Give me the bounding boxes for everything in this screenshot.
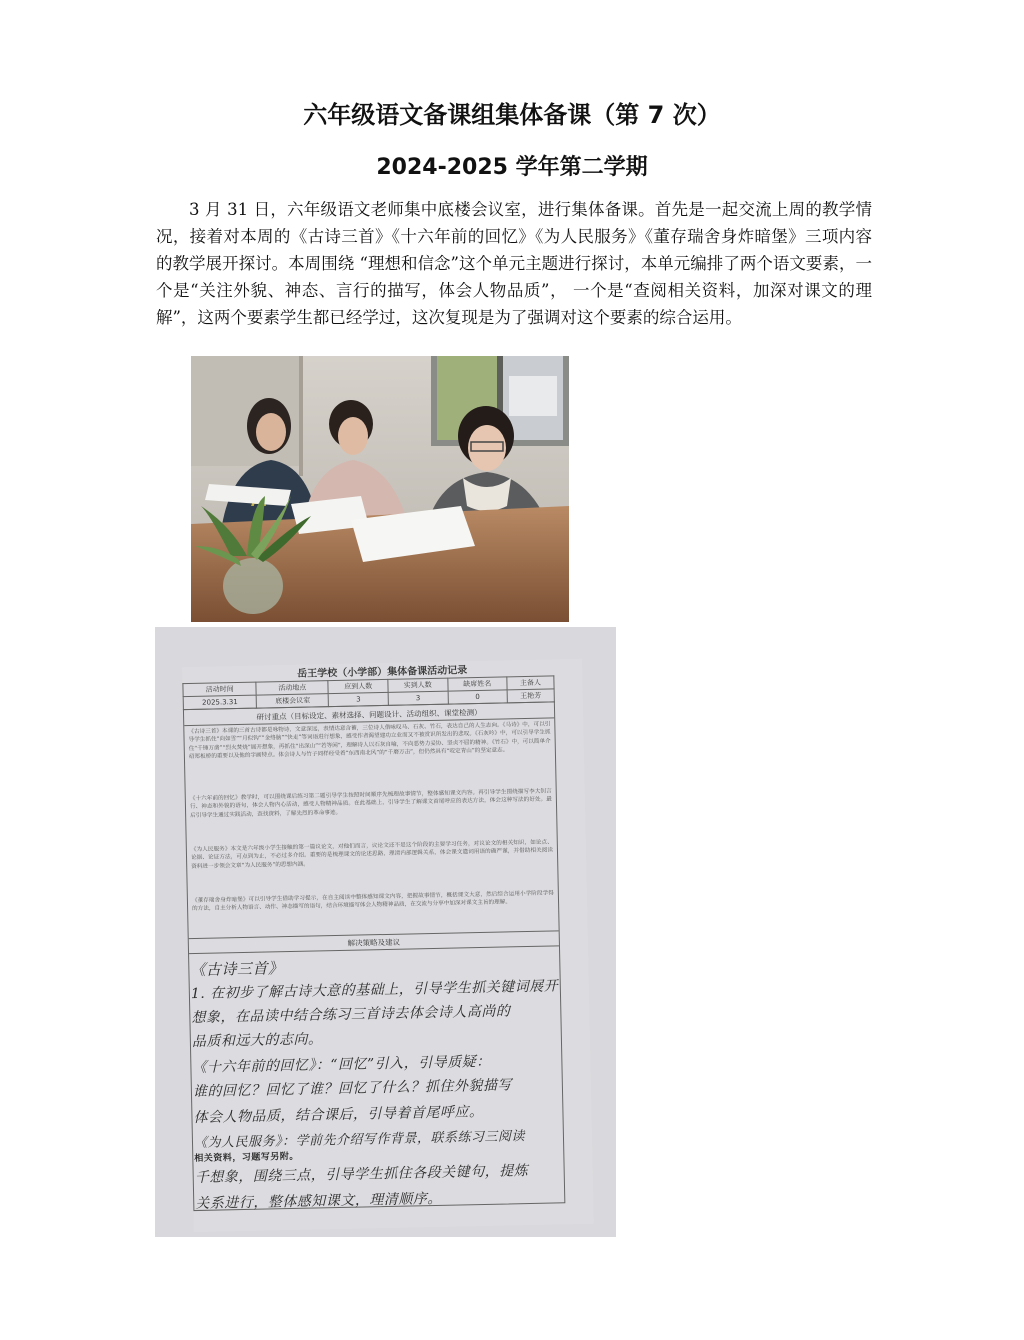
page-title: 六年级语文备课组集体备课（第 7 次） (303, 101, 721, 129)
handwritten-line: 《为人民服务》：学前先介绍写作背景，联系练习三阅读 (193, 1129, 526, 1152)
page-subtitle: 2024-2025 学年第二学期 (376, 155, 648, 180)
header-cell: 主备人 (507, 676, 554, 690)
handwritten-line: 《十六年前的回忆》：“回忆”引入，引导质疑： (192, 1053, 491, 1077)
value-cell: 底楼会议室 (256, 694, 328, 709)
intro-paragraph: 3 月 31 日，六年级语文老师集中底楼会议室，进行集体备课。首先是一起交流上周的教学情况，接着对本周的《古诗三首》《十六年前的回忆》《为人民服务》《董存瑞舍身炸暗堡》三项内容的教学展开探讨。本周围绕 “理想和信念”这个单元主题进行探讨，本单元编排了两个语文要素，一个是“关注外貌、神态、言行的描写，体会人物品质”， 一个是“查阅相关资料，加深对课文的理解”，这两个要素学生都已经学过，这次复现是为了强调对这个要素的综合运用。 (156, 200, 872, 327)
record-title: 岳王学校（小学部）集体备课活动记录 (297, 665, 468, 680)
header-cell: 缺席姓名 (447, 677, 507, 691)
value-cell: 0 (448, 690, 508, 704)
value-cell: 王艳芳 (507, 689, 554, 703)
section-heading-strategy: 解决策略及建议 (347, 937, 401, 948)
section-heading-discussion: 研讨重点（目标设定、素材选择、问题设计、活动组织、课堂检测） (256, 707, 482, 722)
handwritten-line: 千想象，围绕三点，引导学生抓住各段关键句，提炼 (194, 1163, 529, 1187)
scanned-record (155, 627, 616, 1237)
header-cell: 活动地点 (256, 681, 328, 696)
record-paragraph: 《古诗三首》本课的三首古诗都是咏物诗，文意深远，表情达意含蓄，三位诗人借咏叹马、石灰、竹石，表达自己的人生志向。《马诗》中，可以引导学生抓住“向如雪”“月似钩”“金络脑”“快走”等词语进行想象，感受作者渴望建功立业而又不被赏识所发出的悲叹。《石灰吟》中，可以引导学生抓住“千锤万凿”“烈火焚烧”展开想象，再抓住“出深山”“若等闲”，理解诗人以石灰自喻，不向恶势力妥协、坚贞不屈的精神。《竹石》中，可以简单介绍郑板桥的重要以及他的字画特点。体会诗人与竹子同样经受着“东西南北风”的“千磨万击”，但仍然具有“咬定青山”的坚定意志。 (188, 721, 551, 761)
handwritten-note: 相关资料，习题写另附。 (194, 1151, 299, 1165)
handwritten-line: 品质和远大的志向。 (191, 1031, 323, 1051)
record-paragraph: 《董存瑞舍身炸暗堡》可以引导学生借助学习提示，在自主阅读中整体感知课文内容，把握故事情节，概括课文大意，然后综合运用小学阶段学得的方法，自主分析人物语言、动作、神态描写的语句，结合环境描写体会人物精神品质，在交流与分享中加深对课文主旨的理解。 (191, 890, 554, 913)
handwritten-line: 关系进行，整体感知课文，理清顺序。 (195, 1190, 442, 1213)
header-cell: 实到人数 (388, 678, 448, 692)
value-cell: 3 (329, 692, 389, 706)
handwritten-line: 体会人物品质，结合课后，引导着首尾呼应。 (193, 1103, 484, 1127)
record-sheet (182, 659, 594, 1232)
handwritten-line: 《古诗三首》 (190, 959, 284, 980)
meeting-photo-drawing (191, 356, 569, 622)
value-cell: 3 (388, 691, 448, 705)
handwritten-line: 1. 在初步了解古诗大意的基础上，引导学生抓关键词展开 (190, 978, 559, 1003)
header-cell: 应到人数 (328, 679, 388, 693)
value-cell: 2025.3.31 (183, 695, 257, 710)
handwritten-line: 谁的回忆？回忆了谁？回忆了什么？抓住外貌描写 (192, 1077, 513, 1101)
meeting-photo (191, 356, 569, 622)
record-paragraph: 《为人民服务》本文是六年级小学生接触的第一篇议论文，对他们而言，议论文还不是这个阶段的主要学习任务，对议论文的相关知识，如论点、论据、论证方法，可点到为止，不必过多介绍。重要的是梳理课文的论述思路，理清内部逻辑关系，体会课文遣词用语的确严谨，并借助相关阅读资料进一步领会文章“为人民服务”的思想内涵。 (190, 839, 554, 870)
handwritten-line: 想象，在品读中结合练习三首诗去体会诗人高尚的 (191, 1003, 511, 1027)
record-paragraph: 《十六年前的回忆》教学时，可以围绕课后练习第二题引导学生按照时间顺序先梳理故事情节，整体感知课文内容。再引导学生围绕描写李大钊言行、神态和外貌的语句，体会人物内心活动，感受人物精神品质。在此基础上，引导学生了解课文首尾呼应的表达方法，体会这种写法的好处。最后引导学生通过实践活动，查找资料，了解先烈的革命事迹。 (189, 788, 552, 819)
header-cell: 活动时间 (183, 682, 257, 697)
